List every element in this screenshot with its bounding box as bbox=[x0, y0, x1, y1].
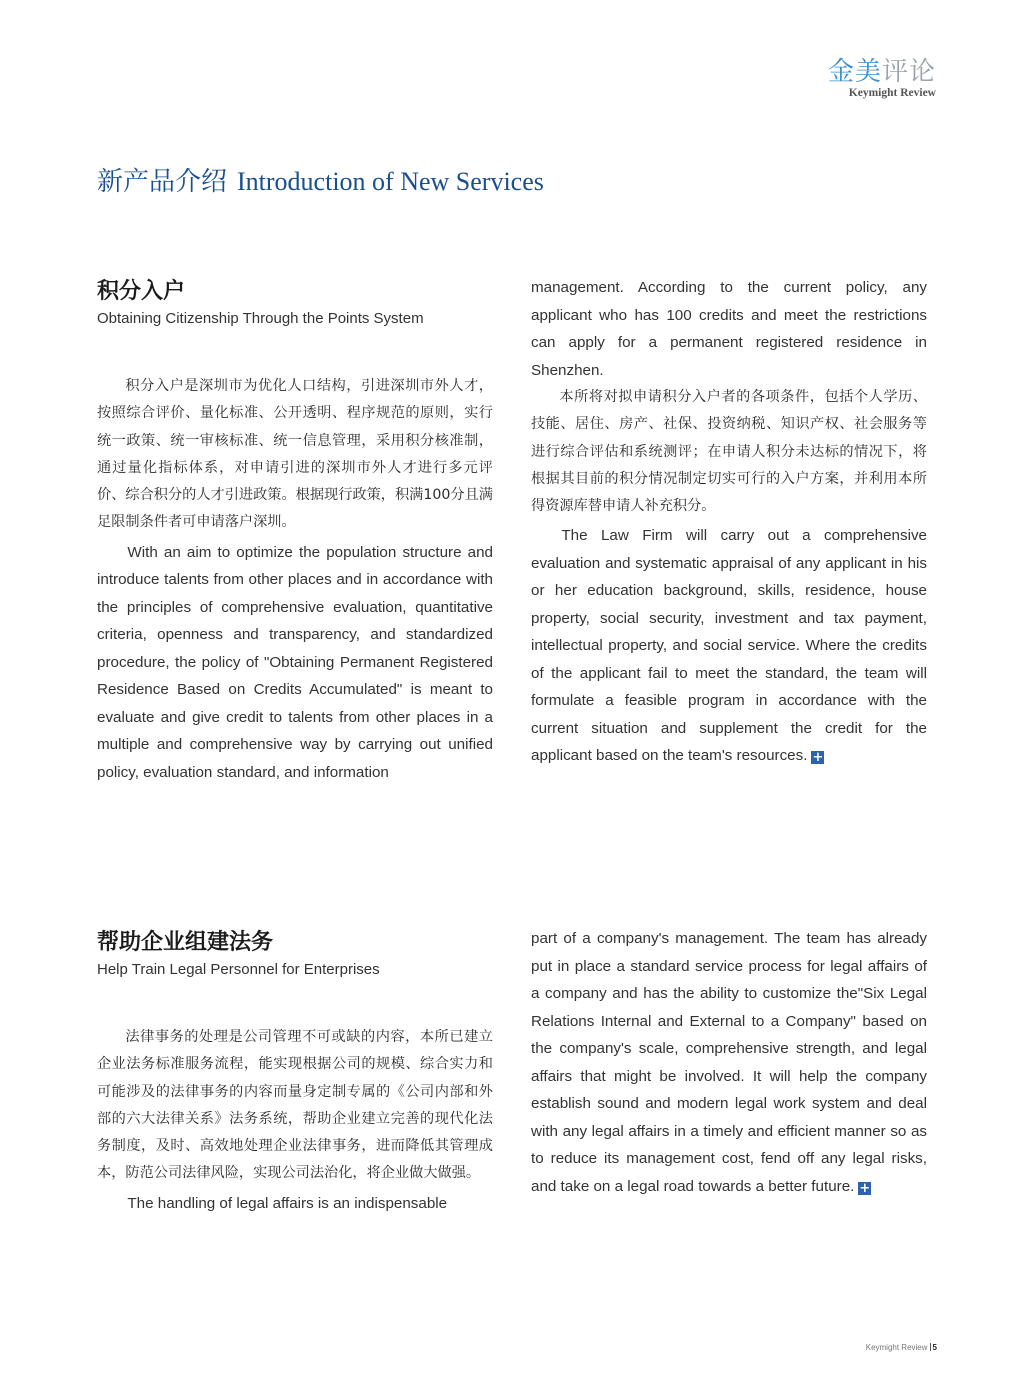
section-points-left-column bbox=[97, 277, 493, 786]
page-footer bbox=[866, 1343, 937, 1352]
logo-chinese-gray: 评论 bbox=[881, 57, 936, 87]
section-legal-english-paragraph-continued bbox=[531, 925, 927, 1200]
section-points-right-column bbox=[531, 274, 927, 770]
page-title bbox=[97, 160, 544, 198]
section-points-english-paragraph-2 bbox=[531, 522, 927, 770]
section-legal-english-paragraph: The handling of legal affairs is an indispensable bbox=[127, 1194, 448, 1212]
section-points-title: 积分入户 bbox=[97, 279, 186, 304]
end-mark-plus-icon: + bbox=[812, 750, 824, 766]
section-points-subtitle: Obtaining Citizenship Through the Points System bbox=[97, 310, 424, 327]
section-points-english-paragraph-1-continued: management. According to the current policy, any applicant who has 100 credits and meet the restrictions can apply for a permanent registered residence in Shenzhen. bbox=[531, 279, 927, 379]
section-points-english-paragraph-1: With an aim to optimize the population structure and introduce talents from other places and in accordance with the principles of comprehensive evaluation, quantitative criteria, openness and transparency, and standardized procedure, the policy of "Obtaining Permanent Registered Residence Based on Credits Accumulated" is meant to evaluate and give credit to talents from other places in a multiple and comprehensive way by carrying out unified policy, evaluation standard, and information bbox=[97, 543, 493, 781]
logo-english: Keymight Review bbox=[848, 87, 936, 99]
section-points-chinese-paragraph-2: 本所将对拟申请积分入户者的各项条件，包括个人学历、技能、居住、房产、社保、投资纳税、知识产权、社会服务等进行综合评估和系统测评；在申请人积分未达标的情况下，将根据其目前的积分情况制定切实可行的入户方案，并利用本所得资源库替申请人补充积分。 bbox=[531, 389, 927, 515]
footer-page-number: 5 bbox=[932, 1343, 937, 1352]
section-legal-chinese-paragraph: 法律事务的处理是公司管理不可或缺的内容，本所已建立企业法务标准服务流程，能实现根据公司的规模、综合实力和可能涉及的法律事务的内容而量身定制专属的《公司内部和外部的六大法律关系》法务系统，帮助企业建立完善的现代化法务制度，及时、高效地处理企业法律事务，进而降低其管理成本，防范公司法律风险，实现公司法治化，将企业做大做强。 bbox=[97, 1029, 493, 1182]
section-legal-subtitle: Help Train Legal Personnel for Enterprises bbox=[97, 961, 380, 978]
logo-chinese bbox=[828, 56, 936, 88]
section-legal-english-paragraph-continued-text: part of a company's management. The team has already put in place a standard service process for legal affairs of a company and has the ability to customize the"Six Legal Relations Internal and External to a Company" based on the company's scale, comprehensive strength, and legal affairs that might be involved. It will help the company establish sound and modern legal work system and deal with any legal affairs in a timely and efficient manner so as to reduce its management cost, fend off any legal risks, and take on a legal road towards a better future. bbox=[531, 930, 927, 1195]
keymight-review-logo bbox=[828, 56, 936, 99]
end-mark-plus-icon: + bbox=[859, 1180, 871, 1196]
section-points-english-paragraph-2-text: The Law Firm will carry out a comprehensive evaluation and systematic appraisal of any applicant in his or her education background, skills, residence, house property, social security, investment and tax payment, intellectual property, and social service. Where the credits of the applicant fail to meet the standard, the team will formulate a feasible program in accordance with the current situation and supplement the credit for the applicant based on the team's resources. bbox=[531, 527, 927, 765]
section-legal-right-column bbox=[531, 925, 927, 1200]
section-legal-left-column bbox=[97, 928, 493, 1217]
footer-divider bbox=[930, 1343, 931, 1351]
logo-chinese-blue: 金美 bbox=[827, 57, 882, 87]
section-legal-title: 帮助企业组建法务 bbox=[97, 930, 274, 955]
section-points-chinese-paragraph-1: 积分入户是深圳市为优化人口结构，引进深圳市外人才，按照综合评价、量化标准、公开透明、程序规范的原则，实行统一政策、统一审核标准、统一信息管理，采用积分核准制，通过量化指标体系，对申请引进的深圳市外人才进行多元评价、综合积分的人才引进政策。根据现行政策，积满100分且满足限制条件者可申请落户深圳。 bbox=[97, 378, 493, 531]
footer-publication-name: Keymight Review bbox=[865, 1343, 928, 1352]
page-title-chinese: 新产品介绍 bbox=[97, 167, 228, 197]
page-title-english: Introduction of New Services bbox=[237, 167, 544, 196]
